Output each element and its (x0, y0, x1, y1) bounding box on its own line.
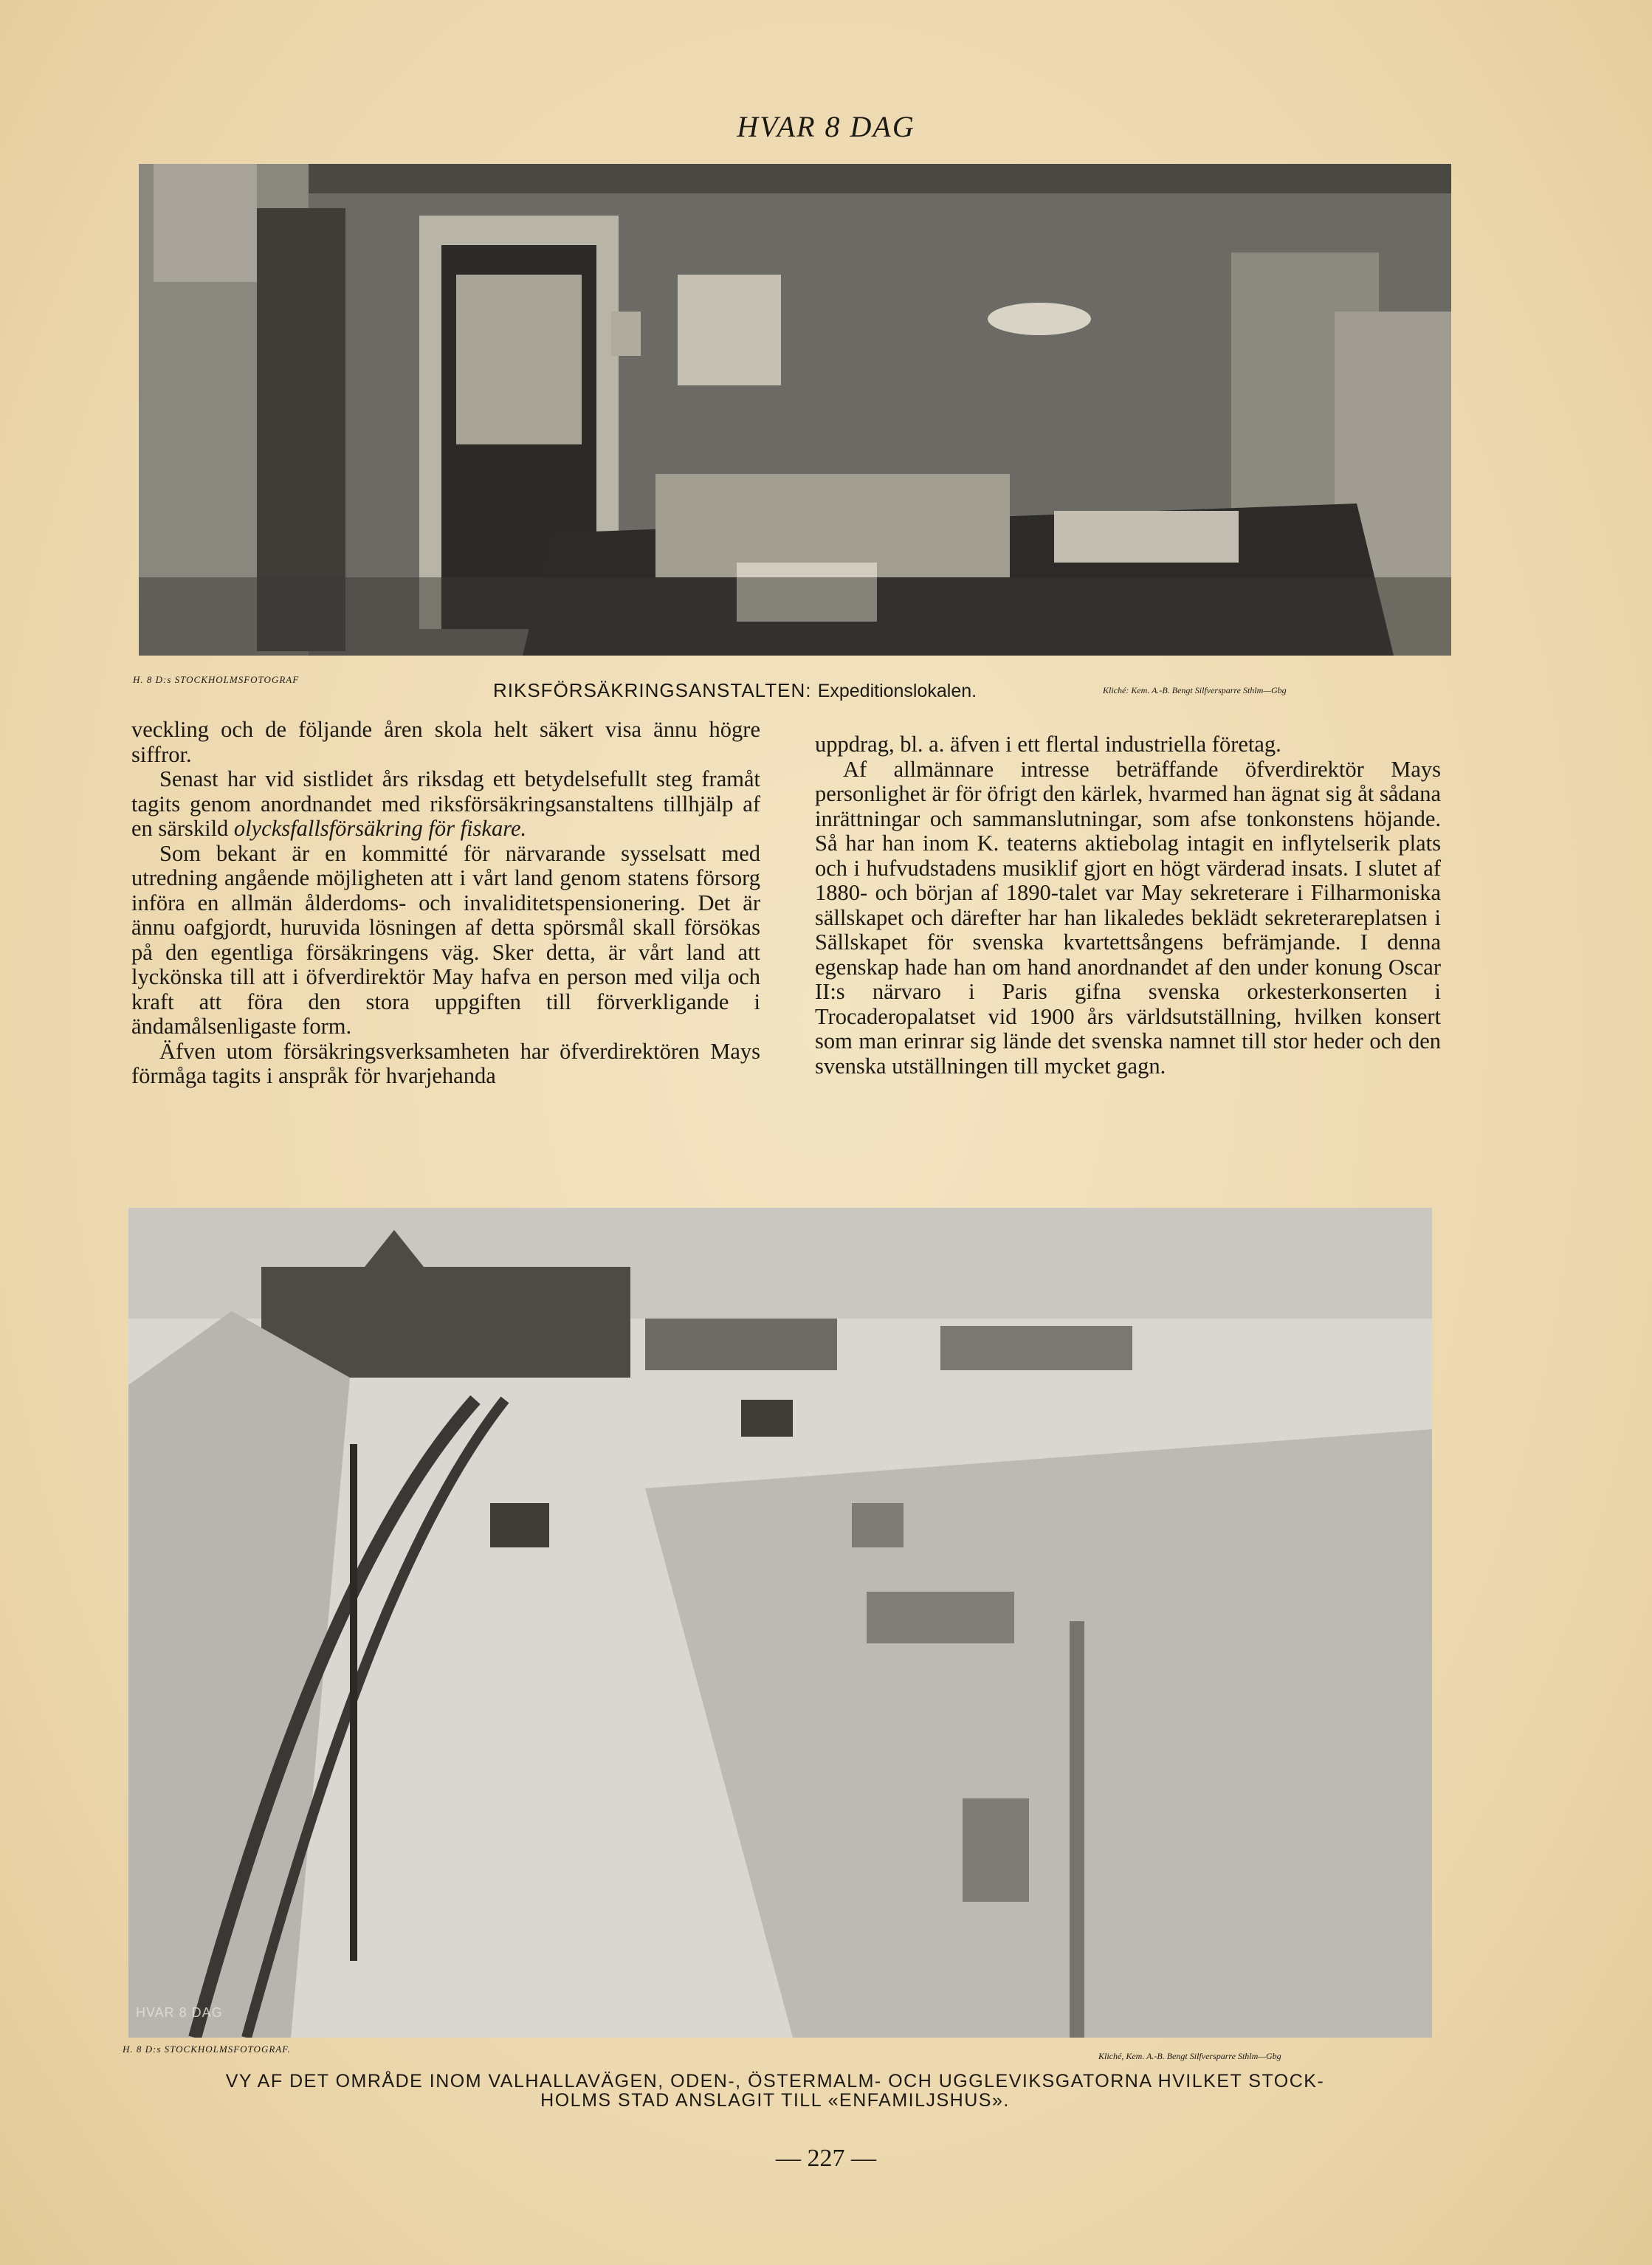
paragraph: veckling och de följande åren skola helt säkert visa ännu högre siffror. (131, 717, 760, 767)
left-text-column (131, 718, 760, 1089)
italic-term: olycksfallsförsäkring för fiskare. (233, 816, 527, 841)
bottom-photo-credit: H. 8 D:s STOCKHOLMSFOTOGRAF. (123, 2044, 291, 2055)
photo-watermark: HVAR 8 DAG (136, 2005, 223, 2020)
caption-line: VY AF DET OMRÅDE INOM VALHALLAVÄGEN, ODEN-, ÖSTERMALM- OCH UGGLEVIKSGATORNA HVILKET STOCK- (225, 2071, 1325, 2092)
top-photo-credit: H. 8 D:s STOCKHOLMSFOTOGRAF (133, 674, 300, 685)
top-photo-caption (493, 679, 977, 702)
paragraph: Som bekant är en kommitté för närvarande sysselsatt med utredning angående möjligheten att i vårt land genom statens försorg införa en allmän ålderdoms- och invaliditetspensionering. Det är ännu oafgjordt, huruvida lösningen af detta spörsmål skall försökas på den egentliga försäkringens väg. Sker detta, är vårt land att lyckönska till att i öfverdirektör May hafva en person med vilja och kraft att föra den stora uppgiften till förverkligande i ändamålsenligaste form. (131, 840, 760, 1039)
paragraph: Af allmännare intresse beträffande öfverdirektör Mays personlighet är för öfrigt den kärlek, hvarmed han ägnat sig åt sådana inrättningar och sammanslutningar, som afse tonkonstens höjande. Så har han inom K. teaterns aktiebolag intagit en inflytelserik plats och i hufvudstadens musiklif gjort en högt värderad insats. I slutet af 1880- och början af 1890-talet var May sekreterare i Filharmoniska sällskapet och därefter har han likaledes beklädt sekreterareplatsen i Sällskapet för svenska kvartettsångens befrämjande. I denna egenskap hade han om hand anordnandet af den under konung Oscar II:s närvaro i Paris gifna svenska orkesterkonserten i Trocaderopalatset vid 1900 års världsutställning, hvilken konsert som man erinrar sig lände det svenska namnet till stor heder och den svenska utställningen till mycket gagn. (815, 756, 1441, 1079)
caption-line: HOLMS STAD ANSLAGIT TILL «ENFAMILJSHUS». (540, 2090, 1010, 2111)
bottom-photo-engraver-credit: Kliché, Kem. A.-B. Bengt Silfversparre Sthlm—Gbg (1098, 2051, 1281, 2061)
paragraph: Senast har vid sistlidet års riksdag ett betydelsefullt steg framåt tagits genom anordnandet med riksförsäkringsanstaltens tillhjälp af en särskild olycksfallsförsäkring för fiskare. (131, 766, 760, 841)
page-number: — 227 — (776, 2145, 876, 2172)
top-photo-engraver-credit: Kliché: Kem. A.-B. Bengt Silfversparre Sthlm—Gbg (1103, 685, 1287, 695)
right-text-column (815, 732, 1441, 1079)
paragraph: Äfven utom försäkringsverksamheten har öfverdirektören Mays förmåga tagits i anspråk för hvarjehanda (131, 1038, 760, 1088)
paragraph: uppdrag, bl. a. äfven i ett flertal industriella företag. (815, 732, 1281, 757)
valhallavagen-area-photo (128, 1208, 1432, 2038)
bottom-photo-caption (118, 2072, 1432, 2110)
office-interior-photo (139, 164, 1451, 656)
page-header: HVAR 8 DAG (737, 110, 915, 143)
caption-sub: Expeditionslokalen. (817, 681, 977, 701)
caption-main: RIKSFÖRSÄKRINGSANSTALTEN: (493, 679, 812, 701)
